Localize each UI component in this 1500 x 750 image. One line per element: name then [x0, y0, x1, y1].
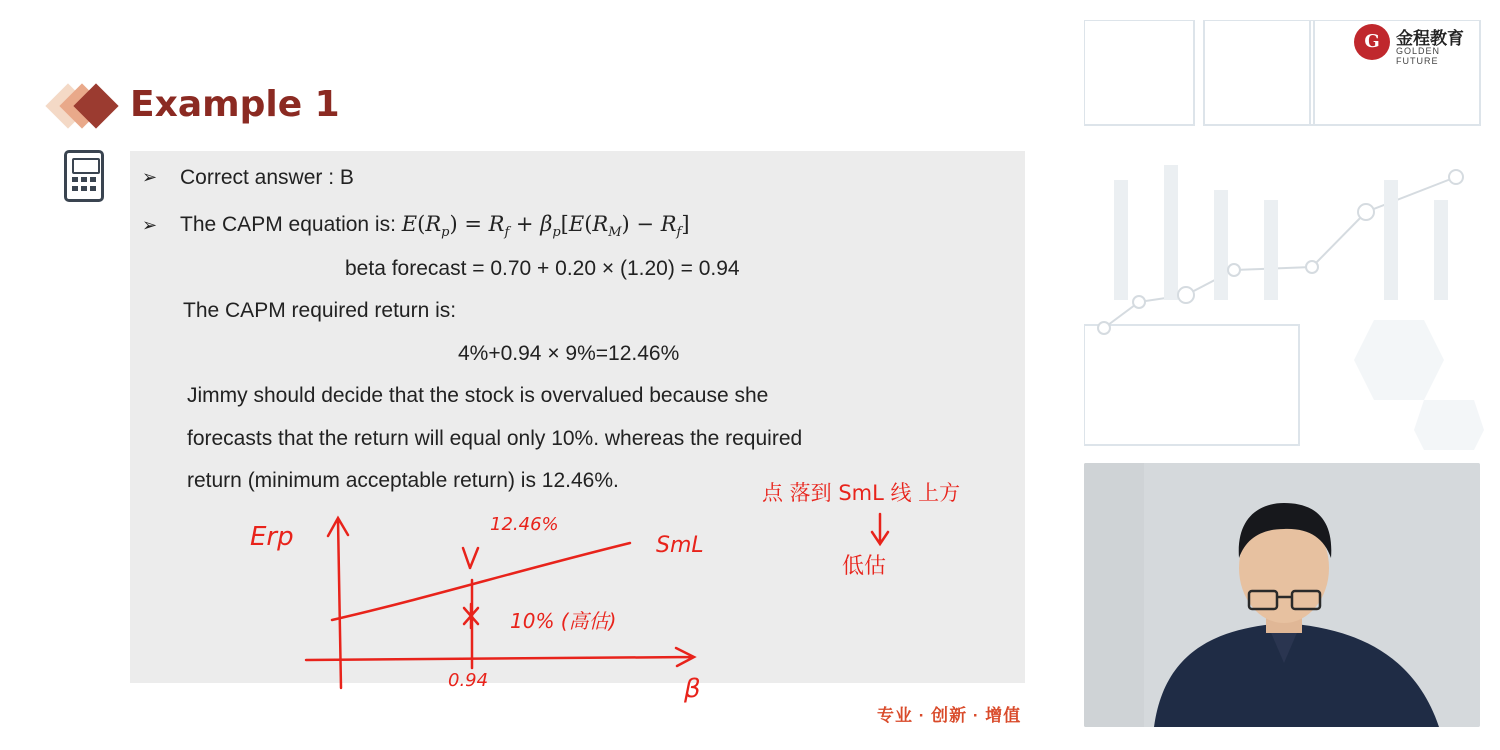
sml-label: SmL	[656, 533, 704, 558]
capm-equation-label: The CAPM equation is:	[180, 213, 402, 236]
y-axis	[328, 518, 348, 688]
axis-x-label: β	[684, 674, 701, 704]
bullet-arrow-icon: ➢	[142, 215, 158, 235]
presenter-video	[1084, 463, 1480, 727]
conclusion-line-3: return (minimum acceptable return) is 12.46%.	[187, 469, 619, 492]
logo-text-cn: 金程教育	[1396, 29, 1464, 48]
required-return-calc: 4%+0.94 × 9%=12.46%	[458, 342, 680, 365]
forecast-label: 10% (高估)	[510, 609, 617, 633]
note-arrow	[872, 514, 888, 544]
golden-future-logo	[1354, 24, 1484, 66]
note-line-2: 低估	[842, 554, 887, 579]
beta-forecast: beta forecast = 0.70 + 0.20 × (1.20) = 0.94	[345, 257, 740, 280]
bullet-arrow-icon: ➢	[142, 167, 158, 187]
down-arrow	[463, 548, 478, 568]
conclusion-line-1: Jimmy should decide that the stock is overvalued because she	[187, 384, 769, 407]
x-axis	[306, 648, 694, 666]
presenter-image	[1084, 463, 1480, 727]
conclusion-line-2: forecasts that the return will equal only 10%. whereas the required	[187, 427, 803, 450]
note-line-1: 点 落到 SmL 线 上方	[762, 481, 961, 505]
beta-tick-label: 0.94	[448, 670, 489, 691]
logo-text-en: GOLDEN FUTURE	[1396, 46, 1441, 66]
axis-y-label: Erp	[250, 522, 294, 552]
capm-equation: $E(R_p) = R_f + \beta_p[E(R_M) - R_f]$	[401, 212, 690, 241]
slide-title: Example 1	[130, 84, 340, 125]
value-1246-label: 12.46%	[490, 514, 559, 535]
required-return-label: The CAPM required return is:	[183, 299, 457, 322]
logo-mark-icon: G	[1354, 24, 1390, 60]
footer-slogan: 专业 · 创新 · 增值	[877, 706, 1022, 725]
star-mark	[464, 604, 478, 628]
correct-answer: Correct answer : B	[180, 166, 354, 189]
